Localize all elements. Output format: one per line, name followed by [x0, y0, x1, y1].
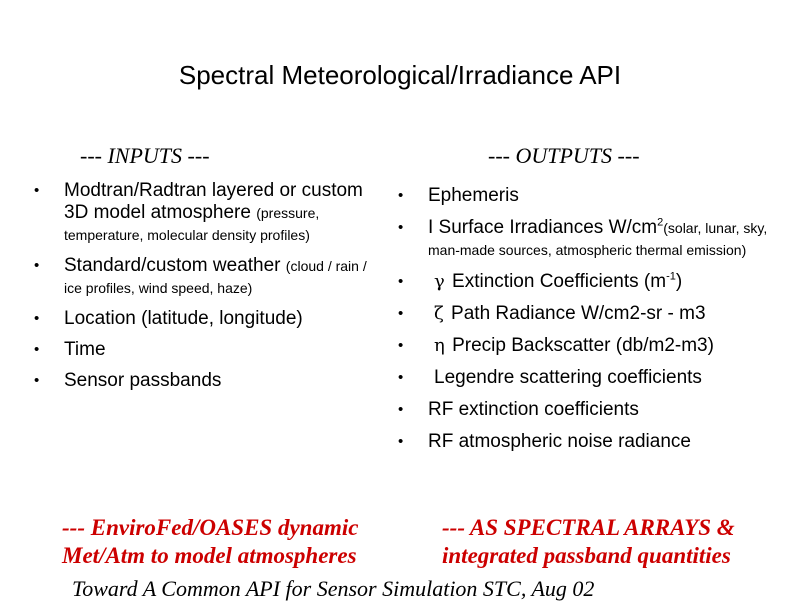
list-item — [398, 335, 798, 357]
bullet-icon: • — [398, 273, 404, 290]
eta-symbol: η — [434, 335, 445, 356]
bullet-icon: • — [398, 337, 404, 354]
list-item — [398, 217, 798, 261]
bullet-icon: • — [34, 341, 40, 358]
list-item-note: (solar, lunar, sky, man-made sources, atmospheric thermal emission) — [428, 220, 768, 258]
list-item — [34, 370, 379, 392]
outputs-list — [398, 185, 798, 463]
bullet-icon: • — [34, 257, 40, 274]
list-item-text: Sensor passbands — [64, 370, 222, 391]
bullet-icon: • — [398, 219, 404, 236]
list-item-text: Standard/custom weather — [64, 255, 286, 276]
list-item — [398, 399, 798, 421]
gamma-symbol: γ — [434, 271, 445, 292]
bullet-icon: • — [34, 310, 40, 327]
list-item-text: Modtran/Radtran layered or custom 3D model atmosphere — [64, 180, 363, 223]
list-item — [34, 255, 379, 299]
outputs-note: --- AS SPECTRAL ARRAYS & integrated passband quantities — [442, 515, 735, 568]
list-item — [34, 180, 379, 246]
bullet-icon: • — [398, 433, 404, 450]
outputs-heading: --- OUTPUTS --- — [488, 143, 640, 168]
list-item-text: Legendre scattering coefficients — [434, 367, 702, 388]
list-item — [398, 367, 798, 389]
bullet-icon: • — [34, 372, 40, 389]
list-item-note: (cloud / rain / ice profiles, wind speed, haze) — [64, 258, 367, 296]
list-item-text: Extinction Coefficients (m — [452, 271, 667, 292]
list-item-text: Ephemeris — [428, 185, 519, 206]
zeta-symbol: ζ — [434, 303, 444, 324]
list-item-note: (pressure, temperature, molecular density profiles) — [64, 205, 320, 243]
list-item — [34, 339, 379, 361]
bullet-icon: • — [398, 401, 404, 418]
list-item-tail: ) — [675, 271, 683, 292]
list-item-text: Path Radiance W/cm2-sr - m3 — [451, 303, 706, 324]
bullet-icon: • — [398, 369, 404, 386]
list-item-text: Location (latitude, longitude) — [64, 308, 303, 329]
list-item-text: I Surface Irradiances W/cm — [428, 217, 658, 238]
list-item — [398, 431, 798, 453]
list-item-text: RF atmospheric noise radiance — [428, 431, 691, 452]
list-item-text: Time — [64, 339, 106, 360]
superscript: 2 — [657, 216, 664, 229]
list-item — [34, 308, 379, 330]
list-item — [398, 271, 798, 293]
list-item-text: RF extinction coefficients — [428, 399, 639, 420]
list-item — [398, 185, 798, 207]
inputs-note: --- EnviroFed/OASES dynamic Met/Atm to model atmospheres — [62, 515, 359, 568]
inputs-heading: --- INPUTS --- — [80, 143, 210, 168]
bullet-icon: • — [398, 305, 404, 322]
list-item-text: Precip Backscatter (db/m2-m3) — [452, 335, 714, 356]
slide-title: Spectral Meteorological/Irradiance API — [178, 60, 622, 90]
bullet-icon: • — [398, 187, 404, 204]
inputs-list — [34, 180, 379, 401]
list-item — [398, 303, 798, 325]
slide-footer: Toward A Common API for Sensor Simulation STC, Aug 02 — [72, 576, 595, 601]
superscript: -1 — [666, 270, 676, 283]
bullet-icon: • — [34, 182, 40, 199]
